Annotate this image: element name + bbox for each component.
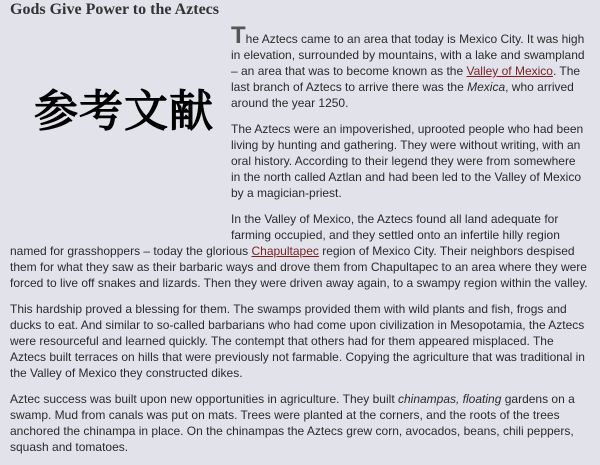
page-title: Gods Give Power to the Aztecs [10, 1, 219, 18]
text-run: , who arrived around the year 1250. [231, 80, 574, 110]
paragraph [10, 301, 588, 381]
text-run: region of Mexico City. Their neighbors despised them for what they saw as their barbaric ways and drove them from Chapultapec to an area where they were forced to live off snakes and lizards. Then they were driven away again, to a swampy region within the valley. [10, 244, 588, 290]
text-run: Aztec success was built upon new opportunities in agriculture. They built [10, 392, 398, 406]
paragraph [10, 391, 588, 455]
inline-link[interactable]: Chapultapec [251, 244, 319, 258]
inline-link[interactable]: Valley of Mexico [466, 64, 553, 78]
side-image-caption: 参考文献 [34, 86, 214, 137]
text-run: In the Valley of Mexico, the Aztecs found all land adequate for farming occupied, and they settled onto an infertile hilly region named for grasshoppers – today the glorious [10, 212, 560, 258]
text-run: This hardship proved a blessing for them. The swamps provided them with wild plants and fish, frogs and ducks to eat. And similar to so-called barbarians who had come upon civilization in Mesopotamia, the Aztecs were resourceful and learned quickly. The contempt that others had for them appeared misplaced. The Aztecs built terraces on hills that were previously not farmable. Copying the agriculture that was traditional in the Valley of Mexico they constructed dikes. [10, 302, 585, 380]
text-run: . The last branch of Aztecs to arrive there was the [231, 64, 581, 94]
text-run: The Aztecs were an impoverished, uprooted people who had been living by hunting and gathering. They were without writing, with an oral history. According to their legend they were from somewhere in the north called Aztlan and had been led to the Valley of Mexico by a magician-priest. [231, 122, 584, 200]
drop-cap: T [231, 22, 246, 49]
emphasis-text: Mexica [467, 80, 506, 94]
text-run: gardens on a swamp. Mud from canals was put on mats. Trees were planted at the corners, and the roots of the trees anchored the chinampa in place. On the chinampas the Aztecs grew corn, avocados, beans, chili peppers, squash and tomatoes. [10, 392, 575, 454]
image-area [10, 28, 231, 240]
text-run: he Aztecs came to an area that today is Mexico City. It was high in elevation, surrounded by mountains, with a lake and swampland – an area that was to become known as the [231, 32, 585, 78]
emphasis-text: chinampas, floating [397, 392, 502, 406]
article-body [10, 22, 588, 465]
